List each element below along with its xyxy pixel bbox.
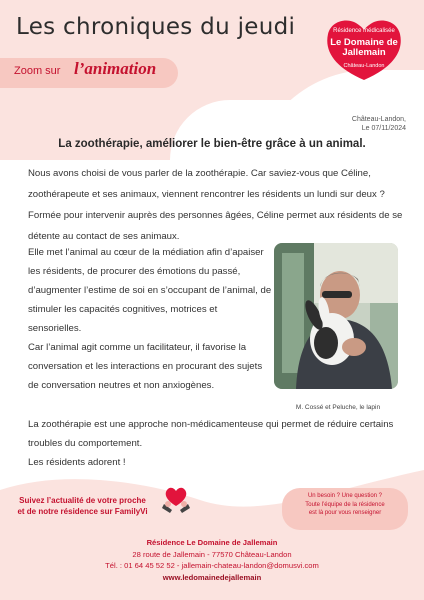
date-location xyxy=(352,115,406,133)
logo-line-1: Résidence médicalisée xyxy=(333,28,395,34)
body-paragraph-1: Elle met l’animal au cœur de la médiation afin d’apaiser les résidents, de procurer des émotions du passé, d’augmenter l’estime de soi en s’occupant de l’animal, de stimuler les capacités cognitives, motrices et sensorielles. xyxy=(28,247,272,334)
logo-line-3: Château-Landon xyxy=(343,63,385,69)
article-outro xyxy=(28,415,406,472)
article-headline: La zoothérapie, améliorer le bien-être grâce à un animal. xyxy=(58,138,366,150)
residence-name: Résidence Le Domaine de Jallemain xyxy=(146,538,278,547)
bubble-line-1: Un besoin ? Une question ? xyxy=(307,493,383,499)
bubble-line-3: est là pour vous renseigner xyxy=(308,510,382,516)
website-link[interactable]: www.ledomainedejallemain xyxy=(162,572,262,582)
bubble-line-2: Toute l’équipe de la résidence xyxy=(305,501,385,508)
article-intro: Nous avons choisi de vous parler de la zoothérapie. Car saviez-vous que Céline, zoothérapeute et ses animaux, viennent rencontrer les résidents un lundi sur deux ? Formée pour intervenir auprès des personnes âgées, Céline permet aux résidents de se détente au contact de ses animaux. xyxy=(28,168,403,242)
article-photo xyxy=(274,243,398,389)
photo-caption: M. Cossé et Peluche, le lapin xyxy=(295,404,381,411)
footer-address-block xyxy=(0,537,424,583)
newsletter-title: Les chroniques du jeudi xyxy=(16,14,296,40)
zoom-prefix: Zoom sur xyxy=(14,65,61,77)
contact-line[interactable]: Tél. : 01 64 45 52 52 - jallemain-chateau-landon@domusvi.com xyxy=(105,561,319,570)
location-text: Château-Landon, xyxy=(351,116,406,123)
heart-hands-icon xyxy=(160,484,192,514)
article-body xyxy=(28,243,273,395)
familyvi-line-2: et de notre résidence sur FamilyVi xyxy=(17,507,148,516)
zoom-subject: l’animation xyxy=(74,59,157,78)
outro-paragraph-2: Les résidents adorent ! xyxy=(28,457,126,468)
logo-line-2: Le Domaine de Jallemain xyxy=(330,37,398,58)
body-paragraph-2: Car l’animal agit comme un facilitateur, il favorise la conversation et les interactions en procurant des sujets de conversation neutres et non anxiogènes. xyxy=(28,342,263,391)
photo-illustration xyxy=(274,243,398,389)
familyvi-promo xyxy=(10,495,155,517)
postal-address: 28 route de Jallemain - 77570 Château-Landon xyxy=(132,549,292,559)
help-bubble xyxy=(282,488,408,530)
date-text: Le 07/11/2024 xyxy=(361,125,406,132)
familyvi-line-1: Suivez l’actualité de votre proche xyxy=(19,496,146,505)
outro-paragraph-1: La zoothérapie est une approche non-médicamenteuse qui permet de réduire certains troubles du comportement. xyxy=(28,419,394,449)
